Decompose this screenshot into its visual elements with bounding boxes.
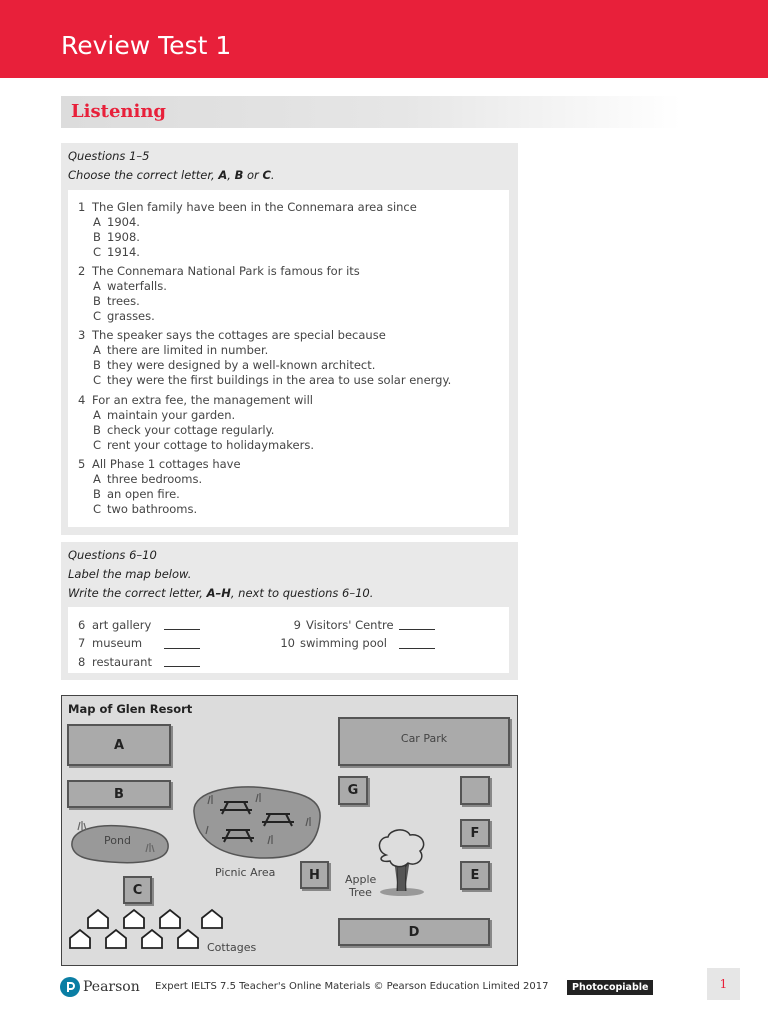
question-text: swimming pool [300, 636, 388, 650]
question-text: Visitors' Centre [306, 618, 394, 632]
option-text: check your cottage regularly. [107, 423, 275, 437]
apple-tree-label-1: Apple [345, 873, 377, 886]
option-letter: C [93, 502, 102, 516]
question-3-option-b[interactable] [93, 358, 375, 372]
questions-6-10-instruction-2 [68, 586, 373, 600]
option-letter: A [93, 215, 101, 229]
option-text: an open fire. [107, 487, 180, 501]
option-letter: B [93, 487, 101, 501]
pearson-brand: Pearson [83, 979, 140, 995]
map-box-f: F [460, 819, 490, 847]
map-title: Map of Glen Resort [68, 702, 193, 716]
instruction-text: Write the correct letter, [68, 586, 207, 600]
option-letter: A [93, 343, 101, 357]
question-7 [78, 636, 142, 650]
option-text: rent your cottage to holidaymakers. [107, 438, 314, 452]
option-letter: C [93, 309, 102, 323]
option-text: 1914. [107, 245, 140, 259]
question-number: 9 [293, 618, 301, 632]
letter-a: A [218, 168, 228, 182]
question-4-option-b[interactable] [93, 423, 274, 437]
map-box-g: G [338, 776, 368, 805]
option-text: they were the first buildings in the area to use solar energy. [107, 373, 452, 387]
question-number: 8 [78, 655, 86, 669]
option-text: 1904. [107, 215, 140, 229]
question-text: The speaker says the cottages are special because [92, 328, 386, 342]
photocopiable-badge: Photocopiable [567, 980, 653, 995]
question-text: restaurant [92, 655, 152, 669]
letter-c: C [262, 168, 271, 182]
cottages-label: Cottages [207, 941, 257, 954]
question-3-option-a[interactable] [93, 343, 268, 357]
option-letter: C [93, 373, 102, 387]
question-text: museum [92, 636, 143, 650]
question-4-stem [78, 393, 313, 407]
question-1-stem [78, 200, 417, 214]
question-1-option-b[interactable] [93, 230, 140, 244]
question-1-option-c[interactable] [93, 245, 140, 259]
question-2-option-b[interactable] [93, 294, 140, 308]
section-title: Listening [71, 101, 166, 122]
option-text: maintain your garden. [107, 408, 236, 422]
question-text: The Connemara National Park is famous for its [92, 264, 360, 278]
map-box-unlabeled [460, 776, 490, 805]
answer-blank-6[interactable] [164, 629, 200, 630]
answer-blank-8[interactable] [164, 666, 200, 667]
question-8 [78, 655, 152, 669]
question-2-option-a[interactable] [93, 279, 167, 293]
question-1-option-a[interactable] [93, 215, 140, 229]
period: . [270, 168, 275, 182]
page-title: Review Test 1 [61, 31, 232, 60]
page-number: 1 [707, 968, 740, 1000]
option-letter: B [93, 230, 101, 244]
questions-1-5-heading: Questions 1–5 [68, 149, 150, 163]
resort-map [61, 695, 518, 966]
letter-b: B [234, 168, 244, 182]
question-number: 7 [78, 636, 86, 650]
question-text: art gallery [92, 618, 152, 632]
questions-6-10-instruction-1: Label the map below. [68, 567, 192, 581]
option-letter: C [93, 438, 102, 452]
question-number: 5 [78, 457, 86, 471]
question-5-option-c[interactable] [93, 502, 197, 516]
question-9 [286, 618, 394, 632]
question-number: 1 [78, 200, 86, 214]
option-text: three bedrooms. [107, 472, 203, 486]
copyright-credit: Expert IELTS 7.5 Teacher's Online Materials © Pearson Education Limited 2017 [155, 981, 549, 992]
header-banner [0, 0, 768, 78]
answer-blank-10[interactable] [399, 648, 435, 649]
question-5-option-b[interactable] [93, 487, 180, 501]
letter-range: A–H [206, 586, 231, 600]
answer-blank-7[interactable] [164, 648, 200, 649]
map-box-h: H [300, 861, 329, 889]
question-number: 10 [280, 636, 295, 650]
question-number: 2 [78, 264, 86, 278]
question-6 [78, 618, 151, 632]
question-3-option-c[interactable] [93, 373, 451, 387]
apple-tree-label-2: Tree [349, 886, 372, 899]
comma: , [227, 168, 235, 182]
questions-1-5-instruction [68, 168, 275, 182]
map-box-a: A [67, 724, 171, 766]
question-text: For an extra fee, the management will [92, 393, 313, 407]
option-letter: C [93, 245, 102, 259]
or-text: or [243, 168, 263, 182]
option-text: there are limited in number. [107, 343, 269, 357]
option-letter: B [93, 294, 101, 308]
option-text: trees. [107, 294, 140, 308]
option-letter: B [93, 358, 101, 372]
option-text: 1908. [107, 230, 140, 244]
map-box-b: B [67, 780, 171, 808]
question-text: All Phase 1 cottages have [92, 457, 241, 471]
question-number: 4 [78, 393, 86, 407]
question-10 [280, 636, 387, 650]
option-letter: B [93, 423, 101, 437]
question-4-option-a[interactable] [93, 408, 235, 422]
questions-6-10-heading: Questions 6–10 [68, 548, 157, 562]
option-letter: A [93, 472, 101, 486]
instruction-text: Choose the correct letter, [68, 168, 219, 182]
question-2-stem [78, 264, 360, 278]
instruction-text: , next to questions 6–10. [230, 586, 374, 600]
apple-tree-icon [372, 829, 432, 899]
option-text: two bathrooms. [107, 502, 198, 516]
question-4-option-c[interactable] [93, 438, 314, 452]
section-bar [61, 96, 681, 128]
pearson-logo-icon [60, 977, 80, 997]
option-letter: A [93, 279, 101, 293]
car-park: Car Park [338, 717, 510, 766]
question-text: The Glen family have been in the Connemara area since [92, 200, 417, 214]
option-letter: A [93, 408, 101, 422]
option-text: grasses. [107, 309, 155, 323]
question-5-option-a[interactable] [93, 472, 202, 486]
pond-label: Pond [104, 834, 131, 847]
answer-blank-9[interactable] [399, 629, 435, 630]
map-box-e: E [460, 861, 490, 890]
question-number: 3 [78, 328, 86, 342]
option-text: waterfalls. [107, 279, 167, 293]
picnic-area-icon [186, 782, 326, 862]
question-3-stem [78, 328, 386, 342]
question-number: 6 [78, 618, 86, 632]
question-2-option-c[interactable] [93, 309, 155, 323]
map-box-c: C [123, 876, 152, 904]
picnic-area-label: Picnic Area [215, 866, 276, 879]
question-5-stem [78, 457, 241, 471]
option-text: they were designed by a well-known architect. [107, 358, 376, 372]
map-box-d: D [338, 918, 490, 946]
